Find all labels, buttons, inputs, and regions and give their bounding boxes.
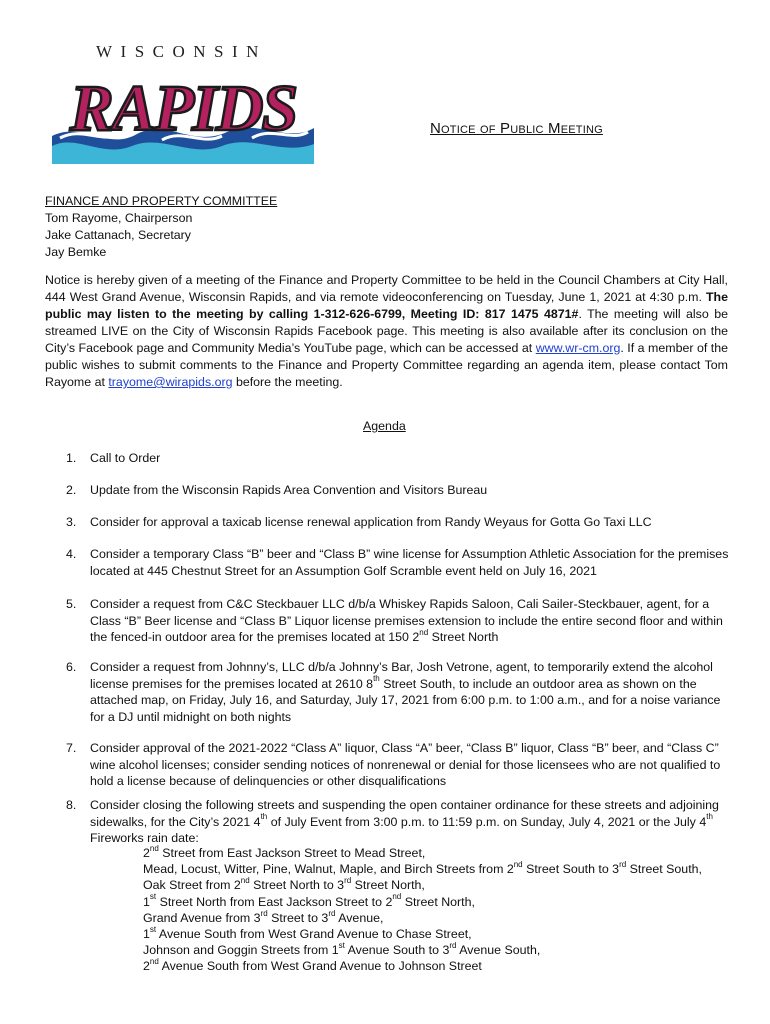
city-logo	[52, 66, 314, 164]
item-text: Consider approval of the 2021-2022 “Class A” liquor, Class “A” beer, “Class B” liquor, Class “B” beer, and “Class C” wine alcohol licenses; consider sending notices of nonrenewal or denial for those licensees who are not qualified to hold a license because of delinquencies or other disqualifications	[90, 741, 721, 788]
street-closure: 2nd Street from East Jackson Street to Mead Street,	[143, 843, 426, 860]
item-number: 3.	[66, 515, 77, 529]
item-text: Call to Order	[90, 451, 161, 465]
item-text: Consider a request from C&C Steckbauer LLC d/b/a Whiskey Rapids Saloon, Cali Sailer-Steckbauer, agent, for a Class “B” Beer license and “Class B” Liquor license premises extension to include the entire second floor and within the fenced-in outdoor area for the premises located at 150 2nd Street North	[90, 597, 723, 644]
committee-member: Jake Cattanach, Secretary	[45, 228, 192, 242]
intro-text: . If a member of the public wishes to submit comments to the Finance and Property Committee regarding an agenda item, please contact Tom Rayome at	[45, 341, 729, 389]
logo-main-word: RAPIDS	[69, 72, 297, 145]
website-link[interactable]: www.wr-cm.org	[535, 341, 621, 355]
notice-title: Notice of Public Meeting	[430, 120, 603, 137]
street-closure: Mead, Locust, Witter, Pine, Walnut, Maple, and Birch Streets from 2nd Street South to 3rd Street South,	[143, 860, 702, 877]
intro-text: Notice is hereby given of a meeting of the Finance and Property Committee to be held in the Council Chambers at City Hall, 444 West Grand Avenue, Wisconsin Rapids, and via remote videoconferencing on Tuesday, June 1, 2021 at 4:30 p.m.	[45, 273, 728, 304]
street-closure: 2nd Avenue South from West Grand Avenue to Johnson Street	[143, 957, 482, 974]
committee-block	[45, 193, 277, 261]
item-number: 5.	[66, 597, 77, 611]
committee-member: Jay Bemke	[45, 245, 107, 259]
street-closure: 1st Street North from East Jackson Street to 2nd Street North,	[143, 892, 475, 909]
item-number: 4.	[66, 547, 77, 561]
item-text: Update from the Wisconsin Rapids Area Convention and Visitors Bureau	[90, 483, 488, 497]
item-number: 2.	[66, 483, 77, 497]
street-closure-list	[143, 845, 733, 975]
street-closure: 1st Avenue South from West Grand Avenue to Chase Street,	[143, 924, 472, 942]
committee-member: Tom Rayome, Chairperson	[45, 211, 193, 225]
logo-top-word: WISCONSIN	[96, 42, 267, 61]
street-closure: Grand Avenue from 3rd Street to 3rd Avenue,	[143, 908, 384, 925]
intro-text: before the meeting.	[232, 375, 343, 389]
item-text: Consider a request from Johnny’s, LLC d/b/a Johnny’s Bar, Josh Vetrone, agent, to temporarily extend the alcohol license premises for the premises located at 2610 8th Street South, to include an outdoor area as shown on the attached map, on Friday, July 16, and Saturday, July 17, 2021 from 6:00 p.m. to 1:00 a.m., and for a noise variance for a DJ until midnight on both nights	[90, 660, 721, 724]
item-number: 1.	[66, 451, 77, 465]
committee-name: FINANCE AND PROPERTY COMMITTEE	[45, 194, 278, 208]
item-number: 8.	[66, 798, 77, 812]
agenda-title: Agenda	[363, 419, 406, 433]
street-closure: Oak Street from 2nd Street North to 3rd Street North,	[143, 876, 425, 893]
item-text: Consider a temporary Class “B” beer and “Class B” wine license for Assumption Athletic Association for the premises located at 445 Chestnut Street for an Assumption Golf Scramble event held on July 16, 2021	[90, 547, 729, 578]
phone-info: The public may listen to the meeting by calling 1-312-626-6799, Meeting ID: 817 1475 4871#	[45, 290, 728, 321]
item-text: Consider closing the following streets and suspending the open container ordinance for these streets and adjoining sidewalks, for the City’s 2021 4th of July Event from 3:00 p.m. to 11:59 p.m. on Sunday, July 4, 2021 or the July 4th Fireworks rain date:	[90, 798, 719, 845]
item-text: Consider for approval a taxicab license renewal application from Randy Weyaus for Gotta Go Taxi LLC	[90, 515, 652, 529]
intro-text: . The meeting will also be streamed LIVE on the City of Wisconsin Rapids Facebook page. This meeting is also available after its conclusion on the City’s Facebook page and Community Media’s YouTube page, which can be accessed at	[45, 307, 728, 355]
item-number: 7.	[66, 741, 77, 755]
item-number: 6.	[66, 660, 77, 674]
notice-paragraph	[45, 272, 728, 391]
street-closure: Johnson and Goggin Streets from 1st Avenue South to 3rd Avenue South,	[143, 941, 541, 958]
email-link[interactable]: trayome@wirapids.org	[108, 375, 233, 389]
